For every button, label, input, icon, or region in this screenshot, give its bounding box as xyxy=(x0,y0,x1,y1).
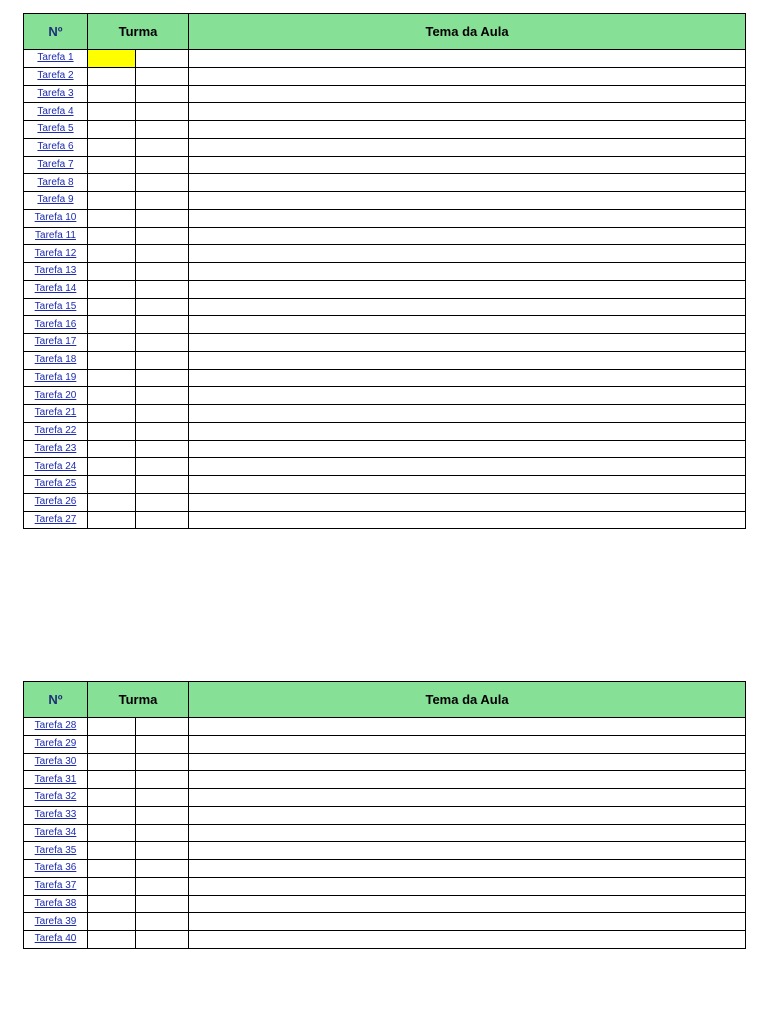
task-link[interactable]: Tarefa 39 xyxy=(34,915,77,927)
tema-da-aula-cell[interactable] xyxy=(189,824,746,842)
tema-da-aula-cell[interactable] xyxy=(189,931,746,949)
task-link[interactable]: Tarefa 8 xyxy=(37,176,74,188)
task-number-cell xyxy=(24,931,88,949)
turma-cell[interactable] xyxy=(88,85,136,103)
turma-cell-selected[interactable] xyxy=(88,50,136,68)
task-link[interactable]: Tarefa 15 xyxy=(34,300,77,312)
tema-da-aula-cell[interactable] xyxy=(189,227,746,245)
turma-cell[interactable] xyxy=(136,298,189,316)
turma-cell[interactable] xyxy=(88,298,136,316)
table-row xyxy=(24,806,746,824)
task-link[interactable]: Tarefa 25 xyxy=(34,478,77,490)
task-number-cell xyxy=(24,860,88,878)
tema-da-aula-cell[interactable] xyxy=(189,806,746,824)
task-number-cell xyxy=(24,67,88,85)
table-row xyxy=(24,298,746,316)
turma-cell[interactable] xyxy=(136,476,189,494)
turma-cell[interactable] xyxy=(88,458,136,476)
table-row xyxy=(24,440,746,458)
task-number-cell xyxy=(24,718,88,736)
task-link[interactable]: Tarefa 32 xyxy=(34,791,77,803)
header-turma: Turma xyxy=(88,14,189,50)
turma-cell[interactable] xyxy=(88,245,136,263)
task-number-cell xyxy=(24,369,88,387)
turma-cell[interactable] xyxy=(136,334,189,352)
task-link[interactable]: Tarefa 37 xyxy=(34,880,77,892)
turma-cell[interactable] xyxy=(88,753,136,771)
tema-da-aula-cell[interactable] xyxy=(189,860,746,878)
task-link[interactable]: Tarefa 28 xyxy=(34,720,77,732)
task-number-cell xyxy=(24,458,88,476)
task-link[interactable]: Tarefa 14 xyxy=(34,283,77,295)
turma-cell[interactable] xyxy=(88,227,136,245)
task-number-cell xyxy=(24,334,88,352)
tema-da-aula-cell[interactable] xyxy=(189,245,746,263)
task-number-cell xyxy=(24,422,88,440)
task-table-2 xyxy=(23,681,746,949)
table-row xyxy=(24,263,746,281)
tema-da-aula-cell[interactable] xyxy=(189,138,746,156)
tema-da-aula-cell[interactable] xyxy=(189,718,746,736)
turma-cell[interactable] xyxy=(88,67,136,85)
table-row xyxy=(24,156,746,174)
table-row xyxy=(24,405,746,423)
tema-da-aula-cell[interactable] xyxy=(189,753,746,771)
turma-cell[interactable] xyxy=(88,511,136,529)
table-row xyxy=(24,877,746,895)
task-number-cell xyxy=(24,405,88,423)
turma-cell[interactable] xyxy=(88,440,136,458)
turma-cell[interactable] xyxy=(136,806,189,824)
tema-da-aula-cell[interactable] xyxy=(189,67,746,85)
turma-cell[interactable] xyxy=(88,842,136,860)
turma-cell[interactable] xyxy=(88,121,136,139)
task-number-cell xyxy=(24,227,88,245)
table-row xyxy=(24,735,746,753)
task-link[interactable]: Tarefa 12 xyxy=(34,247,77,259)
turma-cell[interactable] xyxy=(88,263,136,281)
turma-cell[interactable] xyxy=(88,192,136,210)
turma-cell[interactable] xyxy=(136,458,189,476)
task-number-cell xyxy=(24,351,88,369)
task-link[interactable]: Tarefa 18 xyxy=(34,354,77,366)
table-row xyxy=(24,280,746,298)
task-link[interactable]: Tarefa 22 xyxy=(34,425,77,437)
table-header-row xyxy=(24,14,746,50)
task-link[interactable]: Tarefa 38 xyxy=(34,897,77,909)
task-link[interactable]: Tarefa 33 xyxy=(34,809,77,821)
turma-cell[interactable] xyxy=(88,103,136,121)
task-link[interactable]: Tarefa 6 xyxy=(37,141,74,153)
turma-cell[interactable] xyxy=(136,422,189,440)
tema-da-aula-cell[interactable] xyxy=(189,422,746,440)
turma-cell[interactable] xyxy=(88,422,136,440)
turma-cell[interactable] xyxy=(88,138,136,156)
table-row xyxy=(24,351,746,369)
task-link[interactable]: Tarefa 10 xyxy=(34,212,77,224)
tema-da-aula-cell[interactable] xyxy=(189,493,746,511)
table-row xyxy=(24,174,746,192)
task-table-1-body xyxy=(24,50,746,529)
turma-cell[interactable] xyxy=(88,209,136,227)
task-number-cell xyxy=(24,895,88,913)
turma-cell[interactable] xyxy=(88,718,136,736)
tema-da-aula-cell[interactable] xyxy=(189,913,746,931)
tema-da-aula-cell[interactable] xyxy=(189,263,746,281)
turma-cell[interactable] xyxy=(136,405,189,423)
turma-cell[interactable] xyxy=(136,227,189,245)
turma-cell[interactable] xyxy=(136,50,189,68)
turma-cell[interactable] xyxy=(88,316,136,334)
turma-cell[interactable] xyxy=(136,245,189,263)
task-number-cell xyxy=(24,842,88,860)
task-link[interactable]: Tarefa 29 xyxy=(34,738,77,750)
table-row xyxy=(24,103,746,121)
turma-cell[interactable] xyxy=(136,824,189,842)
turma-cell[interactable] xyxy=(136,174,189,192)
table-row xyxy=(24,476,746,494)
task-link[interactable]: Tarefa 34 xyxy=(34,826,77,838)
turma-cell[interactable] xyxy=(136,718,189,736)
turma-cell[interactable] xyxy=(88,156,136,174)
tema-da-aula-cell[interactable] xyxy=(189,316,746,334)
header-tema-da-aula: Tema da Aula xyxy=(189,14,746,50)
turma-cell[interactable] xyxy=(136,67,189,85)
task-link[interactable]: Tarefa 40 xyxy=(34,933,77,945)
task-link[interactable]: Tarefa 35 xyxy=(34,844,77,856)
table-row xyxy=(24,458,746,476)
turma-cell[interactable] xyxy=(88,351,136,369)
table-row xyxy=(24,824,746,842)
task-link[interactable]: Tarefa 36 xyxy=(34,862,77,874)
tema-da-aula-cell[interactable] xyxy=(189,192,746,210)
turma-cell[interactable] xyxy=(136,771,189,789)
tema-da-aula-cell[interactable] xyxy=(189,735,746,753)
tema-da-aula-cell[interactable] xyxy=(189,511,746,529)
task-number-cell xyxy=(24,121,88,139)
turma-cell[interactable] xyxy=(88,735,136,753)
task-link[interactable]: Tarefa 17 xyxy=(34,336,77,348)
task-table-2-body xyxy=(24,718,746,949)
turma-cell[interactable] xyxy=(88,913,136,931)
task-number-cell xyxy=(24,493,88,511)
tema-da-aula-cell[interactable] xyxy=(189,156,746,174)
task-number-cell xyxy=(24,806,88,824)
tema-da-aula-cell[interactable] xyxy=(189,209,746,227)
tema-da-aula-cell[interactable] xyxy=(189,174,746,192)
task-number-cell xyxy=(24,263,88,281)
table-row xyxy=(24,842,746,860)
task-number-cell xyxy=(24,192,88,210)
task-link[interactable]: Tarefa 30 xyxy=(34,755,77,767)
table-row xyxy=(24,771,746,789)
task-number-cell xyxy=(24,280,88,298)
turma-cell[interactable] xyxy=(136,263,189,281)
tema-da-aula-cell[interactable] xyxy=(189,440,746,458)
turma-cell[interactable] xyxy=(136,931,189,949)
turma-cell[interactable] xyxy=(136,192,189,210)
table-row xyxy=(24,121,746,139)
task-link[interactable]: Tarefa 1 xyxy=(37,52,74,64)
task-link[interactable]: Tarefa 7 xyxy=(37,158,74,170)
table-row xyxy=(24,895,746,913)
table-row xyxy=(24,227,746,245)
tema-da-aula-cell[interactable] xyxy=(189,121,746,139)
turma-cell[interactable] xyxy=(136,369,189,387)
table-row xyxy=(24,493,746,511)
task-link[interactable]: Tarefa 3 xyxy=(37,87,74,99)
table-row xyxy=(24,913,746,931)
task-table-1 xyxy=(23,13,746,529)
tema-da-aula-cell[interactable] xyxy=(189,458,746,476)
turma-cell[interactable] xyxy=(136,493,189,511)
turma-cell[interactable] xyxy=(136,121,189,139)
turma-cell[interactable] xyxy=(88,493,136,511)
task-number-cell xyxy=(24,789,88,807)
task-number-cell xyxy=(24,387,88,405)
task-number-cell xyxy=(24,753,88,771)
task-number-cell xyxy=(24,298,88,316)
tema-da-aula-cell[interactable] xyxy=(189,405,746,423)
turma-cell[interactable] xyxy=(88,174,136,192)
task-number-cell xyxy=(24,440,88,458)
table-header-row xyxy=(24,682,746,718)
task-number-cell xyxy=(24,138,88,156)
tema-da-aula-cell[interactable] xyxy=(189,877,746,895)
turma-cell[interactable] xyxy=(136,895,189,913)
turma-cell[interactable] xyxy=(136,789,189,807)
turma-cell[interactable] xyxy=(88,877,136,895)
turma-cell[interactable] xyxy=(136,387,189,405)
turma-cell[interactable] xyxy=(136,280,189,298)
turma-cell[interactable] xyxy=(88,860,136,878)
task-link[interactable]: Tarefa 24 xyxy=(34,460,77,472)
task-number-cell xyxy=(24,245,88,263)
tema-da-aula-cell[interactable] xyxy=(189,369,746,387)
task-number-cell xyxy=(24,156,88,174)
task-link[interactable]: Tarefa 11 xyxy=(35,229,76,241)
turma-cell[interactable] xyxy=(136,103,189,121)
turma-cell[interactable] xyxy=(136,316,189,334)
header-turma: Turma xyxy=(88,682,189,718)
task-number-cell xyxy=(24,913,88,931)
tema-da-aula-cell[interactable] xyxy=(189,789,746,807)
table-row xyxy=(24,85,746,103)
table-row xyxy=(24,369,746,387)
task-link[interactable]: Tarefa 23 xyxy=(34,442,77,454)
table-row xyxy=(24,245,746,263)
task-link[interactable]: Tarefa 20 xyxy=(34,389,77,401)
turma-cell[interactable] xyxy=(136,913,189,931)
header-numero: Nº xyxy=(24,14,88,50)
tema-da-aula-cell[interactable] xyxy=(189,351,746,369)
table-row xyxy=(24,209,746,227)
turma-cell[interactable] xyxy=(88,931,136,949)
turma-cell[interactable] xyxy=(136,85,189,103)
task-link[interactable]: Tarefa 13 xyxy=(34,265,77,277)
task-link[interactable]: Tarefa 9 xyxy=(37,194,74,206)
turma-cell[interactable] xyxy=(88,405,136,423)
turma-cell[interactable] xyxy=(136,735,189,753)
table-row xyxy=(24,192,746,210)
turma-cell[interactable] xyxy=(88,771,136,789)
task-link[interactable]: Tarefa 19 xyxy=(34,371,77,383)
task-number-cell xyxy=(24,735,88,753)
tema-da-aula-cell[interactable] xyxy=(189,85,746,103)
turma-cell[interactable] xyxy=(88,476,136,494)
task-link[interactable]: Tarefa 26 xyxy=(34,496,77,508)
table-row xyxy=(24,718,746,736)
turma-cell[interactable] xyxy=(136,860,189,878)
turma-cell[interactable] xyxy=(136,877,189,895)
table-row xyxy=(24,511,746,529)
header-tema-da-aula: Tema da Aula xyxy=(189,682,746,718)
turma-cell[interactable] xyxy=(136,209,189,227)
table-row xyxy=(24,387,746,405)
turma-cell[interactable] xyxy=(136,138,189,156)
task-number-cell xyxy=(24,209,88,227)
task-number-cell xyxy=(24,511,88,529)
task-number-cell xyxy=(24,85,88,103)
table-row xyxy=(24,316,746,334)
table-row xyxy=(24,422,746,440)
turma-cell[interactable] xyxy=(136,351,189,369)
table-row xyxy=(24,753,746,771)
turma-cell[interactable] xyxy=(88,280,136,298)
tema-da-aula-cell[interactable] xyxy=(189,103,746,121)
task-link[interactable]: Tarefa 5 xyxy=(37,123,74,135)
tema-da-aula-cell[interactable] xyxy=(189,771,746,789)
task-number-cell xyxy=(24,476,88,494)
tema-da-aula-cell[interactable] xyxy=(189,476,746,494)
turma-cell[interactable] xyxy=(88,334,136,352)
table-row xyxy=(24,334,746,352)
turma-cell[interactable] xyxy=(88,387,136,405)
task-number-cell xyxy=(24,771,88,789)
tema-da-aula-cell[interactable] xyxy=(189,50,746,68)
task-link[interactable]: Tarefa 27 xyxy=(34,513,77,525)
tema-da-aula-cell[interactable] xyxy=(189,842,746,860)
task-number-cell xyxy=(24,824,88,842)
turma-cell[interactable] xyxy=(136,156,189,174)
table-row xyxy=(24,789,746,807)
table-row xyxy=(24,67,746,85)
task-number-cell xyxy=(24,103,88,121)
turma-cell[interactable] xyxy=(136,842,189,860)
tema-da-aula-cell[interactable] xyxy=(189,298,746,316)
tema-da-aula-cell[interactable] xyxy=(189,895,746,913)
task-link[interactable]: Tarefa 31 xyxy=(34,773,77,785)
table-row xyxy=(24,50,746,68)
task-number-cell xyxy=(24,877,88,895)
tema-da-aula-cell[interactable] xyxy=(189,334,746,352)
task-link[interactable]: Tarefa 21 xyxy=(34,407,77,419)
table-row xyxy=(24,860,746,878)
table-row xyxy=(24,138,746,156)
turma-cell[interactable] xyxy=(136,511,189,529)
turma-cell[interactable] xyxy=(88,895,136,913)
tema-da-aula-cell[interactable] xyxy=(189,280,746,298)
turma-cell[interactable] xyxy=(88,789,136,807)
table-row xyxy=(24,931,746,949)
turma-cell[interactable] xyxy=(136,753,189,771)
header-numero: Nº xyxy=(24,682,88,718)
task-number-cell xyxy=(24,174,88,192)
task-number-cell xyxy=(24,50,88,68)
turma-cell[interactable] xyxy=(88,806,136,824)
turma-cell[interactable] xyxy=(88,824,136,842)
task-number-cell xyxy=(24,316,88,334)
task-link[interactable]: Tarefa 4 xyxy=(37,105,74,117)
task-link[interactable]: Tarefa 16 xyxy=(34,318,77,330)
turma-cell[interactable] xyxy=(88,369,136,387)
task-link[interactable]: Tarefa 2 xyxy=(37,70,74,82)
tema-da-aula-cell[interactable] xyxy=(189,387,746,405)
turma-cell[interactable] xyxy=(136,440,189,458)
